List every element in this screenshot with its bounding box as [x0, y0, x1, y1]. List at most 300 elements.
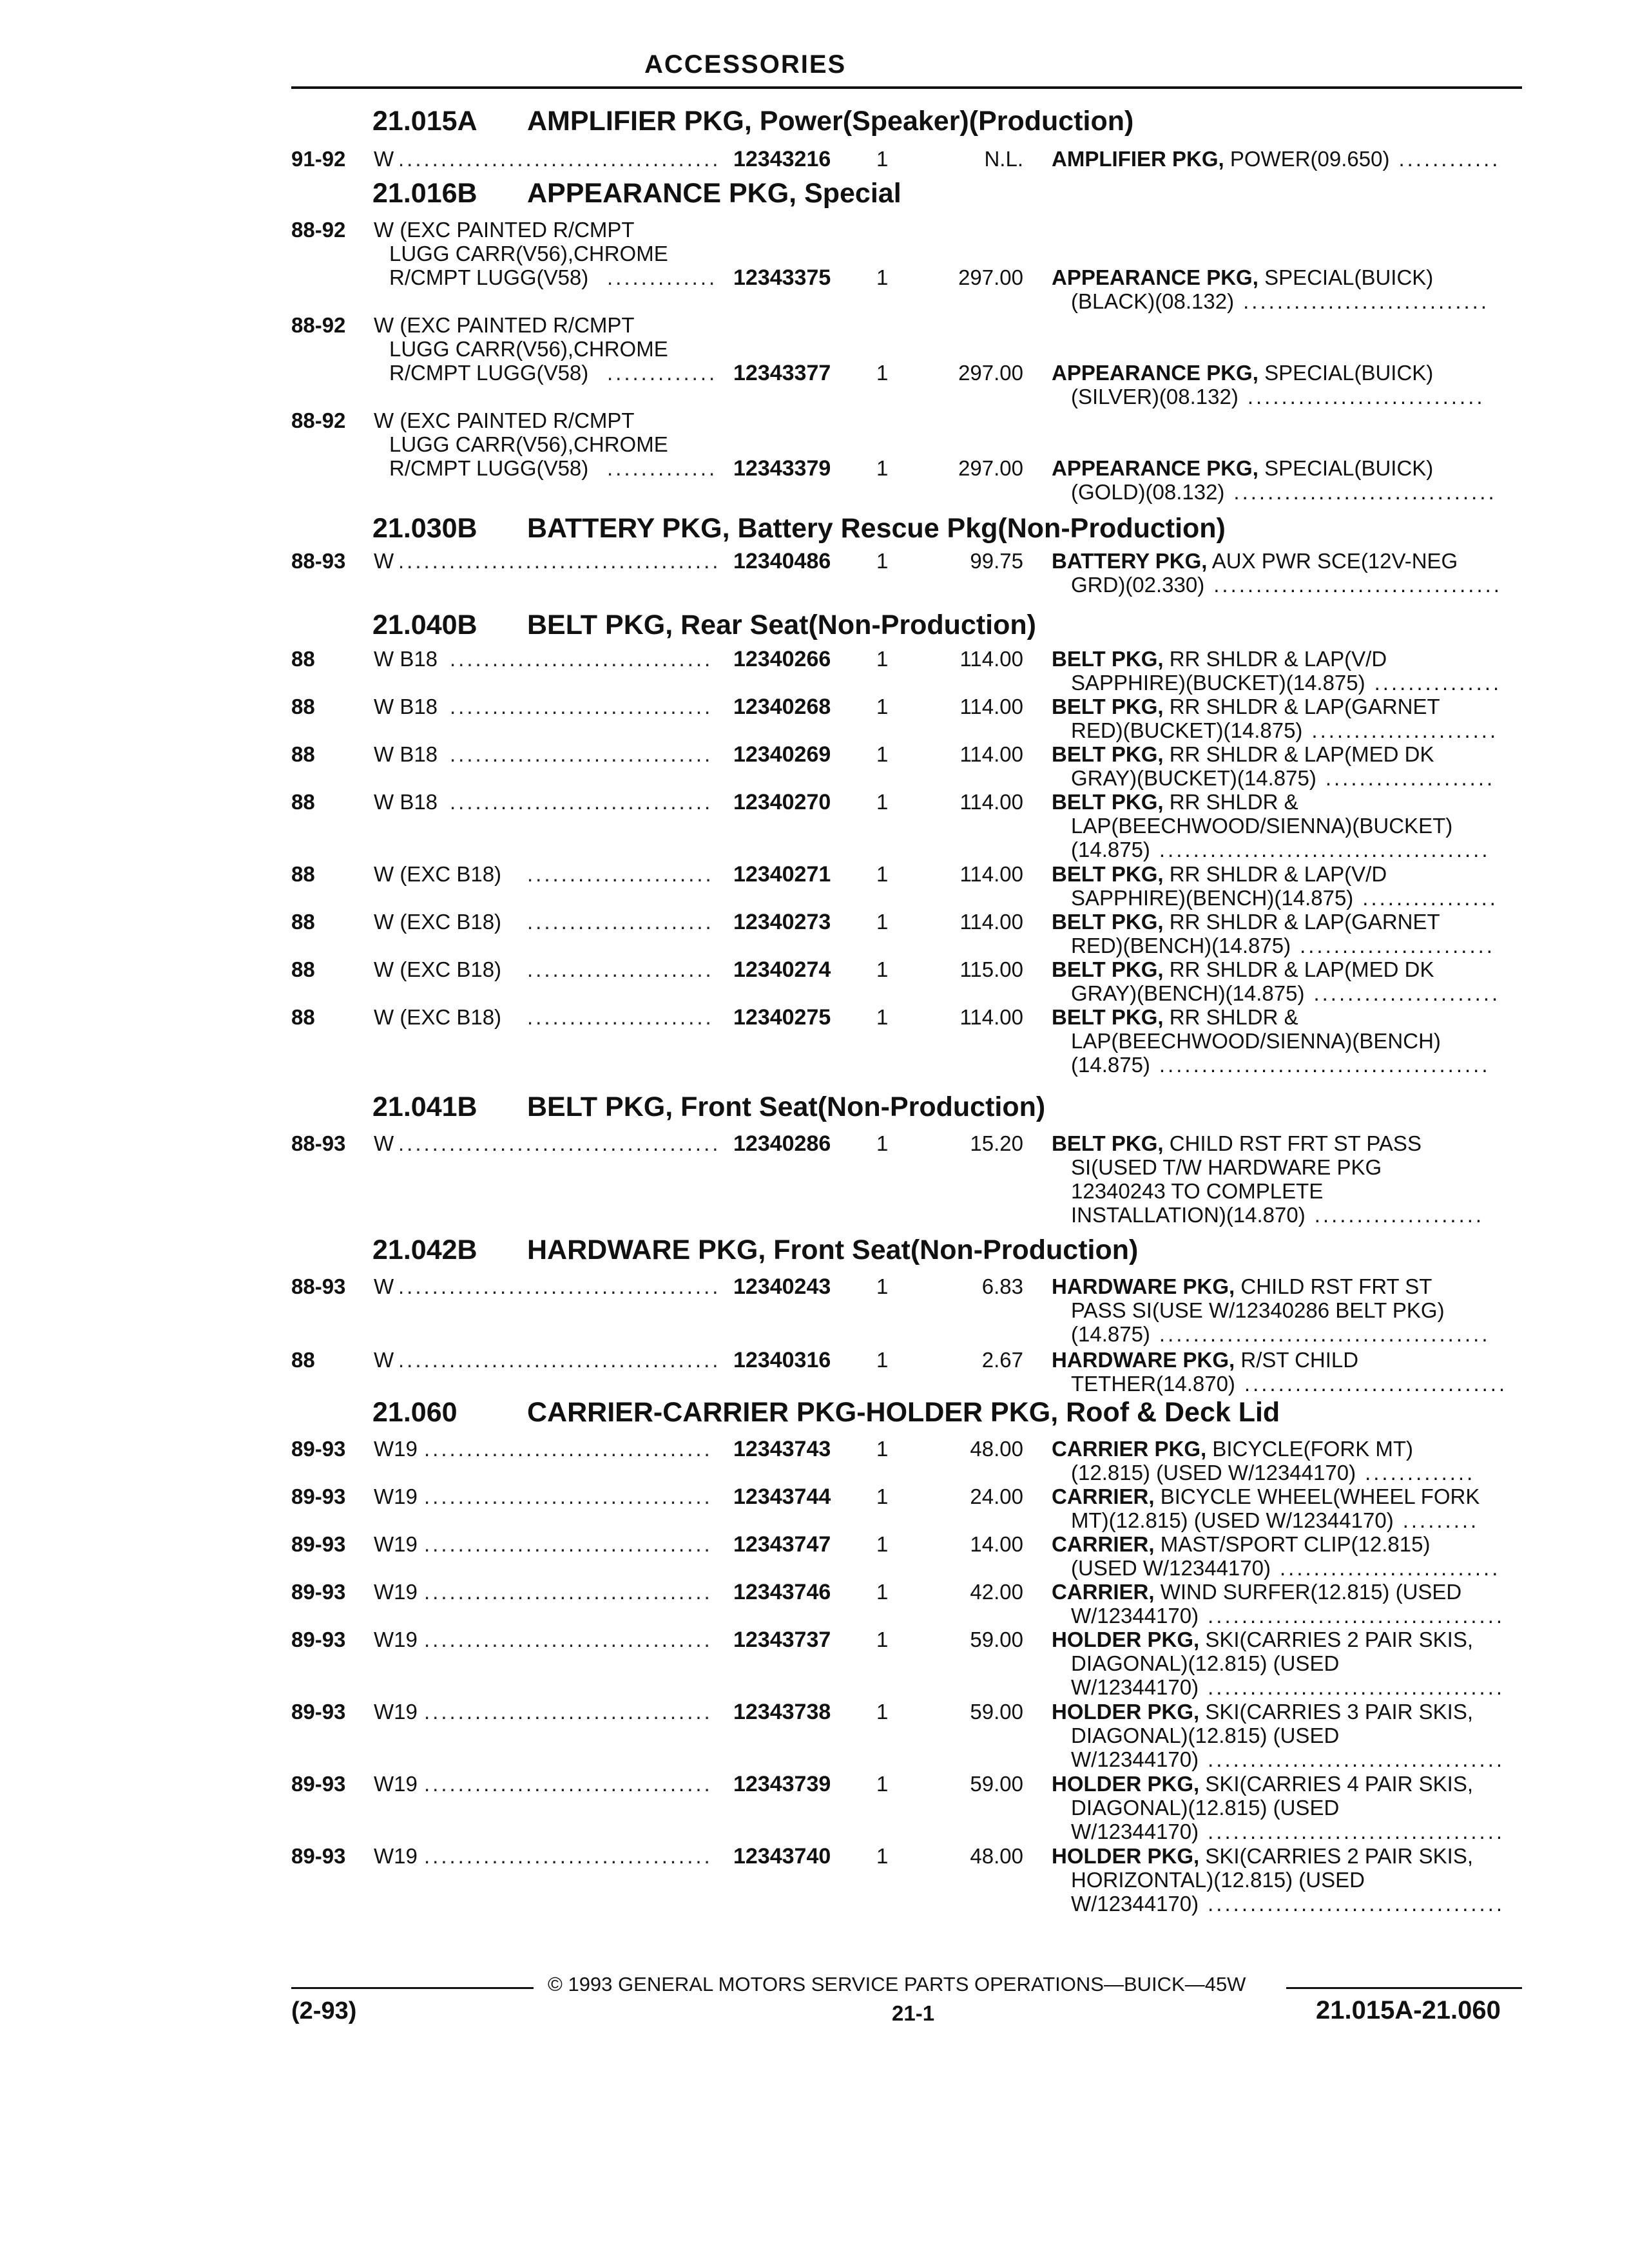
- model-years: 89-93: [291, 1844, 346, 1868]
- leader-dots: ......................: [527, 1005, 714, 1029]
- price: 114.00: [959, 1005, 1023, 1029]
- leader-dots: ..................................: [424, 1580, 713, 1604]
- description-line: [1052, 814, 1522, 838]
- part-number: 12343740: [733, 1844, 831, 1869]
- description-line: [1052, 838, 1522, 861]
- leader-dots: .............: [607, 265, 718, 289]
- usage-code: W (EXC PAINTED R/CMPT: [374, 218, 635, 242]
- part-number: 12340266: [733, 647, 831, 671]
- description-line: [1052, 1820, 1522, 1843]
- description-part-name: APPEARANCE PKG,: [1052, 361, 1258, 385]
- leader-dots: .......................: [1300, 934, 1495, 957]
- description-line: [1052, 1604, 1522, 1628]
- part-description: [1052, 1005, 1522, 1077]
- description-text: SAPPHIRE)(BUCKET)(14.875): [1071, 671, 1365, 695]
- usage-code: W (EXC B18): [374, 1005, 502, 1029]
- description-line: [1052, 480, 1522, 504]
- description-part-name: HARDWARE PKG,: [1052, 1274, 1235, 1298]
- description-text: INSTALLATION)(14.870): [1071, 1203, 1306, 1227]
- description-part-name: BELT PKG,: [1052, 862, 1164, 886]
- part-description: [1052, 910, 1522, 957]
- description-text: RR SHLDR & LAP(GARNET: [1169, 695, 1440, 718]
- description-text: RED)(BENCH)(14.875): [1071, 934, 1291, 957]
- description-text: PASS SI(USE W/12340286 BELT PKG): [1071, 1298, 1445, 1322]
- description-part-name: HOLDER PKG,: [1052, 1628, 1200, 1651]
- part-number: 12343739: [733, 1772, 831, 1796]
- quantity: 1: [876, 910, 889, 934]
- quantity: 1: [876, 1005, 889, 1029]
- price: 297.00: [958, 361, 1023, 385]
- description-text: GRAY)(BUCKET)(14.875): [1071, 766, 1316, 790]
- description-line: [1052, 1203, 1522, 1227]
- price: 114.00: [959, 647, 1023, 671]
- section-name: BELT PKG, Front Seat(Non-Production): [527, 1091, 1046, 1122]
- usage-code: W19: [374, 1580, 418, 1604]
- leader-dots: ......................................: [398, 549, 721, 573]
- leader-dots: ..................................: [424, 1700, 713, 1724]
- description-line: [1052, 766, 1522, 790]
- quantity: 1: [876, 1628, 889, 1651]
- leader-dots: ......................................: [398, 147, 721, 171]
- section-code: 21.041B: [372, 1091, 477, 1122]
- description-text: W/12344170): [1071, 1820, 1199, 1843]
- leader-dots: ...................................: [1208, 1675, 1505, 1699]
- description-part-name: CARRIER,: [1052, 1532, 1155, 1556]
- description-line: [1052, 886, 1522, 910]
- price: 114.00: [959, 862, 1023, 886]
- description-line: [1052, 1844, 1522, 1868]
- description-part-name: HARDWARE PKG,: [1052, 1348, 1235, 1372]
- description-text: W/12344170): [1071, 1747, 1199, 1771]
- section-name: BELT PKG, Rear Seat(Non-Production): [527, 610, 1036, 640]
- model-years: 89-93: [291, 1628, 346, 1651]
- leader-dots: ..................................: [424, 1485, 713, 1508]
- part-number: 12340275: [733, 1005, 831, 1030]
- price: 59.00: [970, 1700, 1023, 1724]
- description-line: [1052, 671, 1522, 695]
- description-line: [1052, 695, 1522, 718]
- price: 114.00: [959, 742, 1023, 766]
- description-line: [1052, 1485, 1522, 1508]
- model-years: 88: [291, 790, 315, 814]
- description-line: [1052, 862, 1522, 886]
- description-text: CHILD RST FRT ST PASS: [1169, 1131, 1422, 1155]
- usage-code: W19: [374, 1532, 418, 1556]
- quantity: 1: [876, 147, 889, 171]
- leader-dots: ......................: [527, 910, 714, 934]
- price: 14.00: [970, 1532, 1023, 1556]
- part-description: [1052, 1274, 1522, 1346]
- quantity: 1: [876, 456, 889, 480]
- description-text: DIAGONAL)(12.815) (USED: [1071, 1796, 1340, 1820]
- leader-dots: ..................................: [424, 1772, 713, 1796]
- description-line: [1052, 1298, 1522, 1322]
- description-text: CHILD RST FRT ST: [1240, 1274, 1432, 1298]
- quantity: 1: [876, 1437, 889, 1461]
- usage-code: W (EXC PAINTED R/CMPT: [374, 313, 635, 337]
- description-text: (14.875): [1071, 838, 1150, 861]
- leader-dots: ...............................: [450, 742, 713, 766]
- model-years: 88: [291, 957, 315, 981]
- usage-code: LUGG CARR(V56),CHROME: [389, 337, 668, 361]
- description-text: RR SHLDR & LAP(V/D: [1169, 647, 1387, 671]
- part-number: 12340316: [733, 1348, 831, 1372]
- usage-code: W: [374, 1274, 394, 1298]
- description-part-name: CARRIER,: [1052, 1485, 1155, 1508]
- description-text: RR SHLDR & LAP(MED DK: [1169, 957, 1434, 981]
- part-number: 12340486: [733, 549, 831, 573]
- model-years: 88-92: [291, 313, 346, 337]
- description-text: SPECIAL(BUICK): [1264, 361, 1434, 385]
- leader-dots: ...............................: [450, 647, 713, 671]
- part-number: 12343379: [733, 456, 831, 481]
- leader-dots: ...................................: [1208, 1892, 1505, 1916]
- description-line: [1052, 1372, 1522, 1396]
- description-line: [1052, 549, 1522, 573]
- usage-code: W (EXC B18): [374, 862, 502, 886]
- part-number: 12340243: [733, 1274, 831, 1299]
- description-text: (GOLD)(08.132): [1071, 480, 1225, 504]
- part-description: [1052, 1485, 1522, 1532]
- quantity: 1: [876, 695, 889, 718]
- usage-code: W (EXC PAINTED R/CMPT: [374, 408, 635, 432]
- price: 114.00: [959, 790, 1023, 814]
- part-description: [1052, 1700, 1522, 1771]
- description-line: [1052, 1322, 1522, 1346]
- description-text: RR SHLDR &: [1169, 1005, 1298, 1029]
- section-name: APPEARANCE PKG, Special: [527, 178, 901, 209]
- part-number: 12340274: [733, 957, 831, 982]
- description-part-name: CARRIER,: [1052, 1580, 1155, 1604]
- quantity: 1: [876, 265, 889, 289]
- price: 59.00: [970, 1628, 1023, 1651]
- model-years: 88-93: [291, 1131, 346, 1155]
- section-code: 21.015A: [372, 106, 477, 137]
- quantity: 1: [876, 1485, 889, 1508]
- description-line: [1052, 1700, 1522, 1724]
- part-description: [1052, 1580, 1522, 1628]
- part-description: [1052, 456, 1522, 504]
- section-code: 21.016B: [372, 178, 477, 209]
- leader-dots: .......................................: [1159, 838, 1490, 861]
- model-years: 88: [291, 1348, 315, 1372]
- usage-code: W19: [374, 1772, 418, 1796]
- page-title: ACCESSORIES: [644, 50, 847, 79]
- leader-dots: .........: [1402, 1508, 1480, 1532]
- part-number: 12343747: [733, 1532, 831, 1557]
- description-line: [1052, 1532, 1522, 1556]
- usage-code: LUGG CARR(V56),CHROME: [389, 432, 668, 456]
- leader-dots: ...............................: [450, 695, 713, 718]
- leader-dots: ....................: [1314, 1203, 1485, 1227]
- quantity: 1: [876, 742, 889, 766]
- description-text: RR SHLDR & LAP(GARNET: [1169, 910, 1440, 934]
- part-number: 12340271: [733, 862, 831, 887]
- quantity: 1: [876, 790, 889, 814]
- quantity: 1: [876, 1131, 889, 1155]
- footer-copyright: © 1993 GENERAL MOTORS SERVICE PARTS OPERATIONS—BUICK—45W: [548, 1973, 1246, 1995]
- leader-dots: ..................................: [424, 1844, 713, 1868]
- section-heading: [372, 1397, 1280, 1428]
- leader-dots: ......................: [527, 862, 714, 886]
- usage-code: W B18: [374, 742, 438, 766]
- leader-dots: ............................: [1247, 385, 1485, 408]
- description-part-name: BELT PKG,: [1052, 695, 1164, 718]
- description-part-name: AMPLIFIER PKG,: [1052, 147, 1224, 171]
- leader-dots: ............: [1398, 147, 1501, 171]
- description-line: [1052, 934, 1522, 957]
- description-text: GRD)(02.330): [1071, 573, 1205, 597]
- quantity: 1: [876, 957, 889, 981]
- part-number: 12340286: [733, 1131, 831, 1156]
- part-description: [1052, 1437, 1522, 1485]
- footer-revision-date: (2-93): [291, 1997, 357, 2024]
- usage-code: W: [374, 549, 394, 573]
- section-heading: [372, 513, 1226, 544]
- usage-code: W B18: [374, 695, 438, 718]
- part-number: 12343375: [733, 265, 831, 290]
- leader-dots: ................: [1362, 886, 1498, 910]
- price: 297.00: [958, 456, 1023, 480]
- part-description: [1052, 790, 1522, 861]
- description-text: SI(USED T/W HARDWARE PKG: [1071, 1155, 1382, 1179]
- part-description: [1052, 1131, 1522, 1227]
- description-line: [1052, 1053, 1522, 1077]
- description-text: GRAY)(BENCH)(14.875): [1071, 981, 1305, 1005]
- description-line: [1052, 1628, 1522, 1651]
- description-text: (14.875): [1071, 1322, 1150, 1346]
- footer-page-number: 21-1: [892, 2001, 935, 2025]
- description-line: [1052, 456, 1522, 480]
- description-line: [1052, 1796, 1522, 1820]
- description-text: POWER(09.650): [1229, 147, 1390, 171]
- part-description: [1052, 361, 1522, 408]
- leader-dots: ......................................: [398, 1348, 721, 1372]
- description-line: [1052, 647, 1522, 671]
- model-years: 89-93: [291, 1532, 346, 1556]
- leader-dots: ..................................: [424, 1437, 713, 1461]
- description-line: [1052, 718, 1522, 742]
- price: 15.20: [970, 1131, 1023, 1155]
- description-text: (USED W/12344170): [1071, 1556, 1271, 1580]
- description-text: W/12344170): [1071, 1675, 1199, 1699]
- description-line: [1052, 1461, 1522, 1485]
- section-heading: [372, 1091, 1045, 1123]
- part-description: [1052, 1532, 1522, 1580]
- description-text: SPECIAL(BUICK): [1264, 456, 1434, 480]
- footer-rule-right: [1286, 1987, 1522, 1989]
- part-description: [1052, 862, 1522, 910]
- part-description: [1052, 1348, 1522, 1396]
- model-years: 88: [291, 647, 315, 671]
- leader-dots: ..................................: [1213, 573, 1502, 597]
- description-line: [1052, 1675, 1522, 1699]
- section-name: BATTERY PKG, Battery Rescue Pkg(Non-Production): [527, 513, 1226, 544]
- usage-code: W19: [374, 1485, 418, 1508]
- description-line: [1052, 790, 1522, 814]
- price: 42.00: [970, 1580, 1023, 1604]
- description-text: WIND SURFER(12.815) (USED: [1160, 1580, 1462, 1604]
- price: 59.00: [970, 1772, 1023, 1796]
- model-years: 88-93: [291, 549, 346, 573]
- description-part-name: BELT PKG,: [1052, 1131, 1164, 1155]
- usage-code: W: [374, 147, 394, 171]
- section-code: 21.030B: [372, 513, 477, 544]
- footer-rule-left: [291, 1987, 534, 1989]
- section-code: 21.040B: [372, 610, 477, 640]
- description-line: [1052, 1179, 1522, 1203]
- part-description: [1052, 147, 1522, 171]
- part-number: 12343216: [733, 147, 831, 171]
- description-text: (12.815) (USED W/12344170): [1071, 1461, 1356, 1485]
- leader-dots: ...................................: [1208, 1747, 1505, 1771]
- price: 6.83: [981, 1274, 1023, 1298]
- leader-dots: ......................................: [398, 1131, 721, 1155]
- model-years: 88: [291, 862, 315, 886]
- usage-code: W19: [374, 1844, 418, 1868]
- part-description: [1052, 1628, 1522, 1699]
- usage-code: W: [374, 1348, 394, 1372]
- model-years: 88: [291, 1005, 315, 1029]
- description-part-name: BELT PKG,: [1052, 742, 1164, 766]
- model-years: 88-92: [291, 218, 346, 242]
- description-text: 12340243 TO COMPLETE: [1071, 1179, 1324, 1203]
- usage-code: W (EXC B18): [374, 957, 502, 981]
- section-name: AMPLIFIER PKG, Power(Speaker)(Production): [527, 106, 1134, 137]
- leader-dots: ..........................: [1279, 1556, 1501, 1580]
- leader-dots: ...............: [1374, 671, 1502, 695]
- description-line: [1052, 289, 1522, 313]
- leader-dots: ......................: [1313, 981, 1501, 1005]
- model-years: 89-93: [291, 1580, 346, 1604]
- leader-dots: ......................................: [398, 1274, 721, 1298]
- part-number: 12343377: [733, 361, 831, 385]
- usage-code: W: [374, 1131, 394, 1155]
- part-number: 12340270: [733, 790, 831, 814]
- price: 48.00: [970, 1437, 1023, 1461]
- description-line: [1052, 1892, 1522, 1916]
- leader-dots: ...............................: [1233, 480, 1497, 504]
- leader-dots: ...............................: [1244, 1372, 1508, 1396]
- description-text: SKI(CARRIES 3 PAIR SKIS,: [1205, 1700, 1474, 1724]
- leader-dots: ...............................: [450, 790, 713, 814]
- section-heading: [372, 1235, 1138, 1266]
- price: 2.67: [981, 1348, 1023, 1372]
- description-text: W/12344170): [1071, 1604, 1199, 1628]
- leader-dots: .............................: [1243, 289, 1489, 313]
- usage-code: W (EXC B18): [374, 910, 502, 934]
- quantity: 1: [876, 1274, 889, 1298]
- quantity: 1: [876, 361, 889, 385]
- description-text: RR SHLDR & LAP(MED DK: [1169, 742, 1434, 766]
- price: 114.00: [959, 695, 1023, 718]
- leader-dots: ..................................: [424, 1628, 713, 1651]
- description-line: [1052, 742, 1522, 766]
- description-text: RR SHLDR &: [1169, 790, 1298, 814]
- price: 115.00: [959, 957, 1023, 981]
- usage-code: LUGG CARR(V56),CHROME: [389, 242, 668, 265]
- description-part-name: HOLDER PKG,: [1052, 1844, 1200, 1868]
- section-heading: [372, 178, 901, 209]
- model-years: 91-92: [291, 147, 346, 171]
- leader-dots: .............: [607, 361, 718, 385]
- usage-code: W19: [374, 1628, 418, 1651]
- price: 24.00: [970, 1485, 1023, 1508]
- description-line: [1052, 1131, 1522, 1155]
- description-part-name: APPEARANCE PKG,: [1052, 265, 1258, 289]
- leader-dots: ...................................: [1208, 1820, 1505, 1843]
- part-number: 12343746: [733, 1580, 831, 1604]
- quantity: 1: [876, 1348, 889, 1372]
- model-years: 88-93: [291, 1274, 346, 1298]
- description-line: [1052, 1437, 1522, 1461]
- part-description: [1052, 1772, 1522, 1843]
- description-part-name: BELT PKG,: [1052, 1005, 1164, 1029]
- price: 48.00: [970, 1844, 1023, 1868]
- model-years: 88: [291, 695, 315, 718]
- description-text: AUX PWR SCE(12V-NEG: [1211, 549, 1458, 573]
- description-line: [1052, 147, 1522, 171]
- description-text: SKI(CARRIES 2 PAIR SKIS,: [1205, 1844, 1474, 1868]
- leader-dots: .............: [1365, 1461, 1476, 1485]
- quantity: 1: [876, 862, 889, 886]
- leader-dots: .............: [607, 456, 718, 480]
- section-name: HARDWARE PKG, Front Seat(Non-Production): [527, 1235, 1139, 1265]
- leader-dots: ....................: [1325, 766, 1496, 790]
- description-text: (SILVER)(08.132): [1071, 385, 1239, 408]
- description-part-name: HOLDER PKG,: [1052, 1700, 1200, 1724]
- model-years: 89-93: [291, 1485, 346, 1508]
- description-line: [1052, 1651, 1522, 1675]
- description-text: (BLACK)(08.132): [1071, 289, 1235, 313]
- description-text: MAST/SPORT CLIP(12.815): [1160, 1532, 1431, 1556]
- part-description: [1052, 957, 1522, 1005]
- description-text: SKI(CARRIES 2 PAIR SKIS,: [1205, 1628, 1474, 1651]
- usage-code: R/CMPT LUGG(V58): [389, 265, 589, 289]
- description-part-name: BELT PKG,: [1052, 957, 1164, 981]
- description-part-name: CARRIER PKG,: [1052, 1437, 1207, 1461]
- description-text: DIAGONAL)(12.815) (USED: [1071, 1651, 1340, 1675]
- description-line: [1052, 1005, 1522, 1029]
- description-text: LAP(BEECHWOOD/SIENNA)(BENCH): [1071, 1029, 1441, 1053]
- leader-dots: .......................................: [1159, 1322, 1490, 1346]
- description-text: BICYCLE(FORK MT): [1212, 1437, 1414, 1461]
- footer-section-range: 21.015A-21.060: [1316, 1996, 1501, 2024]
- description-line: [1052, 1155, 1522, 1179]
- description-text: RED)(BUCKET)(14.875): [1071, 718, 1303, 742]
- part-description: [1052, 695, 1522, 742]
- description-line: [1052, 1508, 1522, 1532]
- model-years: 89-93: [291, 1700, 346, 1724]
- quantity: 1: [876, 1772, 889, 1796]
- description-part-name: BATTERY PKG,: [1052, 549, 1208, 573]
- description-part-name: BELT PKG,: [1052, 790, 1164, 814]
- price: N.L.: [984, 147, 1023, 171]
- price: 99.75: [970, 549, 1023, 573]
- description-text: (14.875): [1071, 1053, 1150, 1077]
- description-line: [1052, 1274, 1522, 1298]
- part-description: [1052, 265, 1522, 313]
- quantity: 1: [876, 1844, 889, 1868]
- description-line: [1052, 265, 1522, 289]
- section-name: CARRIER-CARRIER PKG-HOLDER PKG, Roof & Deck Lid: [527, 1397, 1280, 1428]
- description-text: HORIZONTAL)(12.815) (USED: [1071, 1868, 1365, 1892]
- part-description: [1052, 549, 1522, 597]
- quantity: 1: [876, 1580, 889, 1604]
- section-code: 21.042B: [372, 1235, 477, 1265]
- section-code: 21.060: [372, 1397, 458, 1428]
- description-text: TETHER(14.870): [1071, 1372, 1235, 1396]
